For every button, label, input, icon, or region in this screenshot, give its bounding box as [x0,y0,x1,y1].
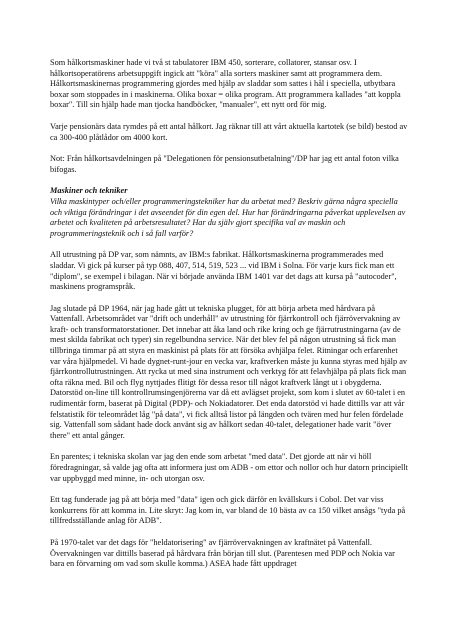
paragraph-vattenfall: Jag slutade på DP 1964, när jag hade gått ut tekniska plugget, för att börja arbeta med hårdvara på Vattenfall. Arbetsområdet var "drift och underhåll" av utrustning för fjärrkontroll och fjärrövervakning av kraft- och transformatorstationer. Det innebar att åka land och rike kring och ge fjärrutrustningarna (av de mest skilda fabrikat och typer) sin regelbundna service. När det blev fel på någon utrustning så fick man tillbringa timmar på att styra en maskinist på plats för att försöka avhjälpa felet. Ritningar och erfarenhet var våra hjälpmedel. Vi hade dygnet-runt-jour en vecka var, kraftverken måste ju kunna styras med hjälp av fjärrkontrollutrustningen. Att rycka ut med sina instrument och verktyg för att felavhjälpa på plats fick man ofta räkna med. Bil och flyg nyttjades flitigt för dessa resor till något kraftverk långt ut i obygderna. Datorstöd on-line till kontrollrumsingenjörerna var då ett avlägset projekt, som kom i slutet av 60-talet i en rudimentär form, baserat på Digital (PDP)- och Nokiadatorer. Det enda datorstöd vi hade dittills var att vår felstatistik för teleområdet låg "på data", vi fick alltså listor på längden och tvären med hur felen fördelade sig. Vattenfall som sådant hade dock använt sig av hålkort sedan 40-talet, delegationer hade varit "över there" ett antal gånger. [50,303,408,440]
paragraph-note-photos: Not: Från hålkortsavdelningen på "Delegationen för pensionsutbetalning"/DP har jag ett antal foton vilka bifogas. [50,154,399,174]
paragraph-cobol-course: Ett tag funderade jag på att börja med "data" igen och gick därför en kvällskurs i Cobol. Det var viss konkurrens för att komma in. Lite skryt: Jag kom in, var bland de 10 bästa av ca 150 vilket ansågs "tyda på tillfredsställande anlag för ADB". [50,495,406,526]
section-heading: Maskiner och tekniker [50,186,128,196]
paragraph-technical-school: En parentes; i tekniska skolan var jag den ende som arbetat "med data". Det gjorde att när vi höll föredragningar, så valde jag ofta att informera just om ADB - om ettor och nollor och hur datorn principiellt var uppbyggd med minne, in- och utorgan osv. [50,452,408,483]
paragraph-1970s: På 1970-talet var det dags för "heldatorisering" av fjärrövervakningen av kraftnätet på Vattenfall. Övervakningen var dittills baserad på hårdvara från början till slut. (Parentesen med PDP och Nokia var bara en förvarning om vad som skulle komma.) ASEA hade fått uppdraget [50,537,395,569]
section-question: Vilka maskintyper och/eller programmeringstekniker har du arbetat med? Beskriv gärna några speciella och viktiga förändringar i det avseendet för din egen del. Hur har förändringarna påverkat uppleveIsen av arbetet och kvaliteten på arbetsresultatet? Har du själv gjort specifika val av maskin och programmeringsteknik och i så fall varför? [50,196,406,238]
paragraph-ibm-equipment: All utrustning på DP var, som nämnts, av IBM:s fabrikat. Hålkortsmaskinerna programmerades med sladdar. Vi gick på kurser på typ 088, 407, 514, 519, 523 ... vid IBM i Solna. För varje kurs fick man ett "diplom", se exempel i bilagan. När vi började använda IBM 1401 var det dags att kursa på "autocoder", maskinens programspråk. [50,250,397,292]
paragraph-pensioner-data: Varje pensionärs data rymdes på ett antal hålkort. Jag räknar till att vårt aktuella kartotek (se bild) bestod av ca 300-400 plåtlådor om 4000 kort. [50,121,408,142]
section-machines-and-techniques [50,186,408,239]
paragraph-punch-card-machines: Som hålkortsmaskiner hade vi två st tabulatorer IBM 450, sorterare, collatorer, stansar osv. I hålkortsoperatörens arbetsuppgift ingick att "köra" alla sorters maskiner samt att programmera dem. Hålkortsmaskinernas programmering gjordes med hjälp av sladdar som sattes i hål i speciella, utbytbara boxar som stoppades in i maskinerna. Olika boxar = olika program. Att programmera kallades "att koppla boxar". Till sin hjälp hade man tjocka handböcker, "manualer", ett nytt ord för mig. [50,58,401,110]
